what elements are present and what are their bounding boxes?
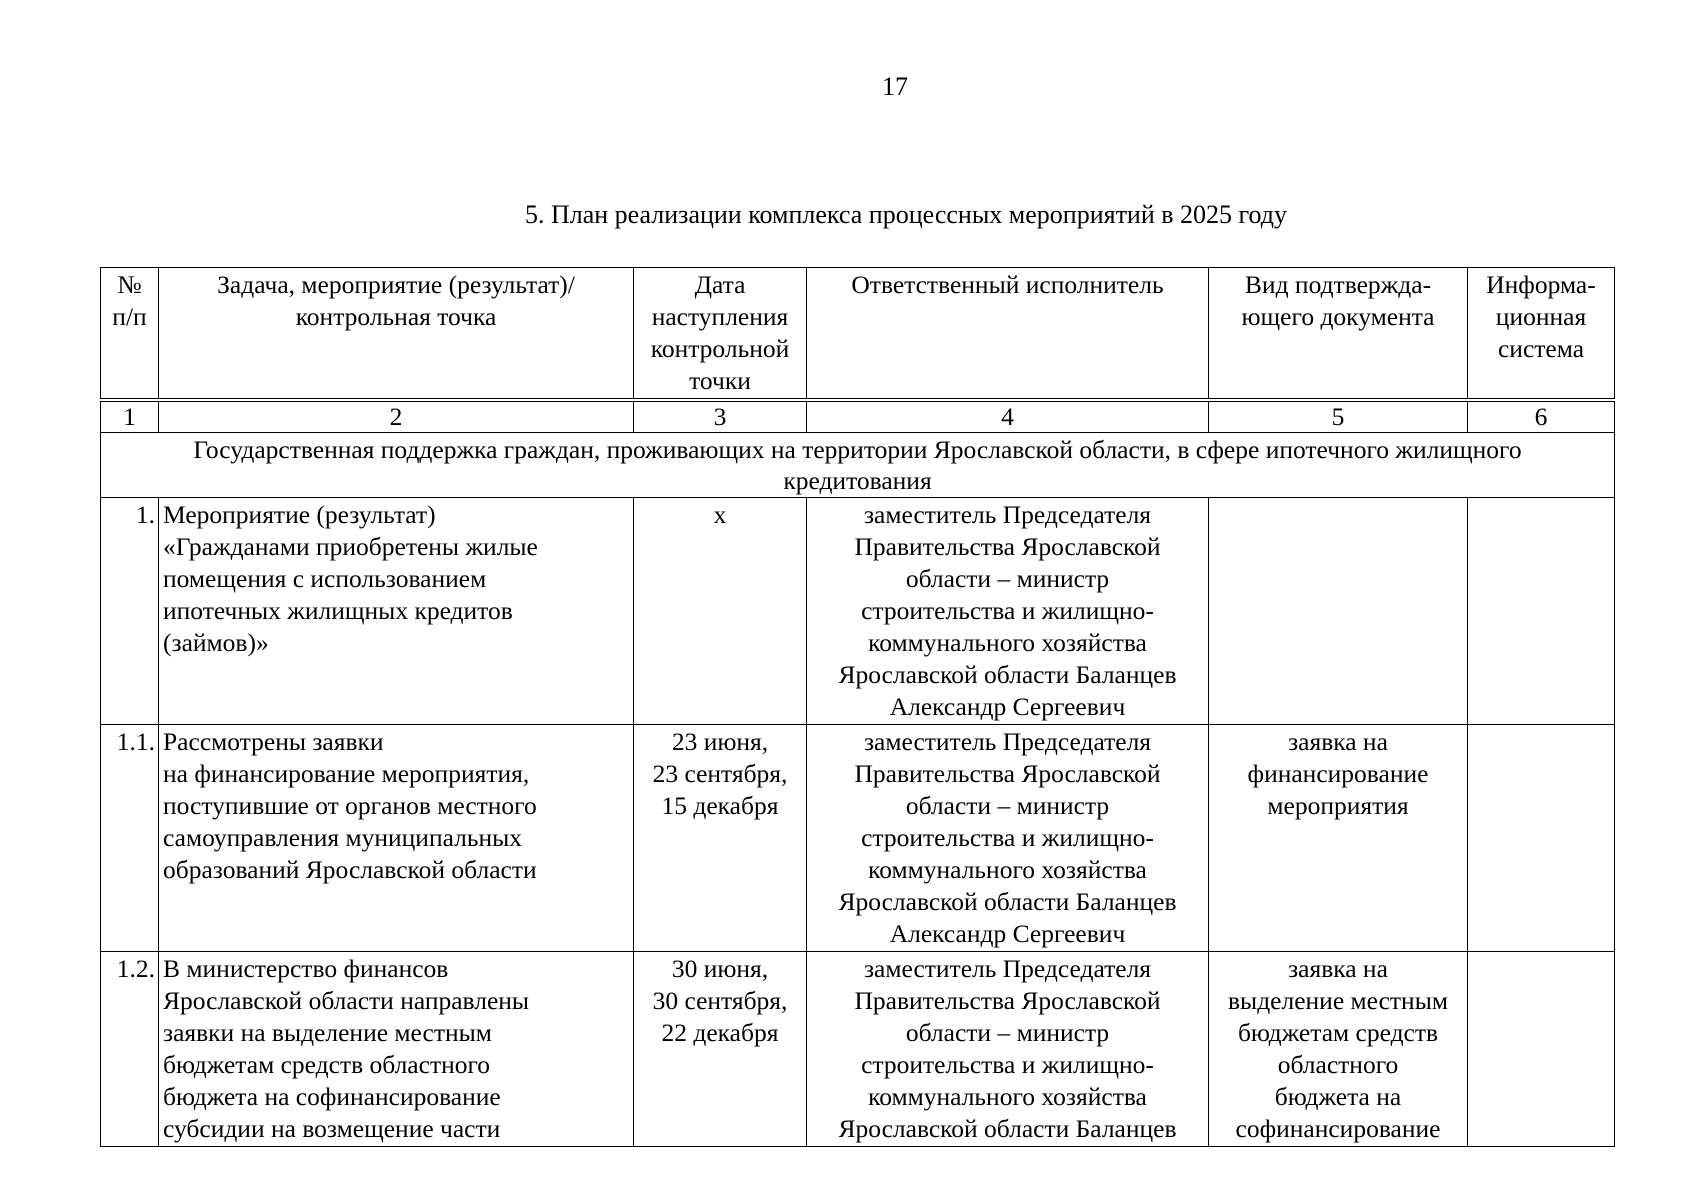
row-executor: заместитель Председателя Правительства Ярославской области – министр строительства и жилищно- коммунального хозяйства Ярославской области Баланцев	[807, 952, 1209, 1147]
header-number: № п/п	[101, 268, 159, 401]
row-document: заявка на финансирование мероприятия	[1209, 725, 1468, 952]
row-number: 1.	[101, 498, 159, 725]
row-date: 23 июня, 23 сентября, 15 декабря	[634, 725, 807, 952]
plan-table-grid	[100, 267, 1615, 1147]
row-system	[1468, 952, 1615, 1147]
column-number: 6	[1468, 400, 1615, 433]
plan-table	[100, 267, 1614, 1145]
section-title: 5. План реализации комплекса процессных мероприятий в 2025 году	[524, 200, 1288, 229]
row-system	[1468, 498, 1615, 725]
row-number: 1.1.	[101, 725, 159, 952]
row-date: х	[634, 498, 807, 725]
row-document	[1209, 498, 1468, 725]
group-row	[101, 433, 1615, 498]
table-row	[101, 952, 1615, 1147]
table-header-row	[101, 268, 1615, 401]
column-number-row	[101, 400, 1615, 433]
row-system	[1468, 725, 1615, 952]
column-number: 4	[807, 400, 1209, 433]
column-number: 2	[159, 400, 634, 433]
row-number: 1.2.	[101, 952, 159, 1147]
row-executor: заместитель Председателя Правительства Ярославской области – министр строительства и жилищно- коммунального хозяйства Ярославской области Баланцев Александр Сергеевич	[807, 498, 1209, 725]
column-number: 5	[1209, 400, 1468, 433]
row-document: заявка на выделение местным бюджетам средств областного бюджета на софинансирование	[1209, 952, 1468, 1147]
header-system: Информа- ционная система	[1468, 268, 1615, 401]
header-document: Вид подтвержда- ющего документа	[1209, 268, 1468, 401]
column-number: 3	[634, 400, 807, 433]
row-executor: заместитель Председателя Правительства Ярославской области – министр строительства и жилищно- коммунального хозяйства Ярославской области Баланцев Александр Сергеевич	[807, 725, 1209, 952]
header-task: Задача, мероприятие (результат)/ контрольная точка	[159, 268, 634, 401]
row-task: Мероприятие (результат) «Гражданами приобретены жилые помещения с использованием ипотечных жилищных кредитов (займов)»	[159, 498, 634, 725]
row-task: Рассмотрены заявки на финансирование мероприятия, поступившие от органов местного самоуправления муниципальных образований Ярославской области	[159, 725, 634, 952]
column-number: 1	[101, 400, 159, 433]
header-executor: Ответственный исполнитель	[807, 268, 1209, 401]
header-date: Дата наступления контрольной точки	[634, 268, 807, 401]
group-title: Государственная поддержка граждан, проживающих на территории Ярославской области, в сфере ипотечного жилищного кредитования	[101, 433, 1615, 498]
row-task: В министерство финансов Ярославской области направлены заявки на выделение местным бюджетам средств областного бюджета на софинансирование субсидии на возмещение части	[159, 952, 634, 1147]
table-row	[101, 498, 1615, 725]
row-date: 30 июня, 30 сентября, 22 декабря	[634, 952, 807, 1147]
table-row	[101, 725, 1615, 952]
page-number: 17	[882, 72, 908, 101]
